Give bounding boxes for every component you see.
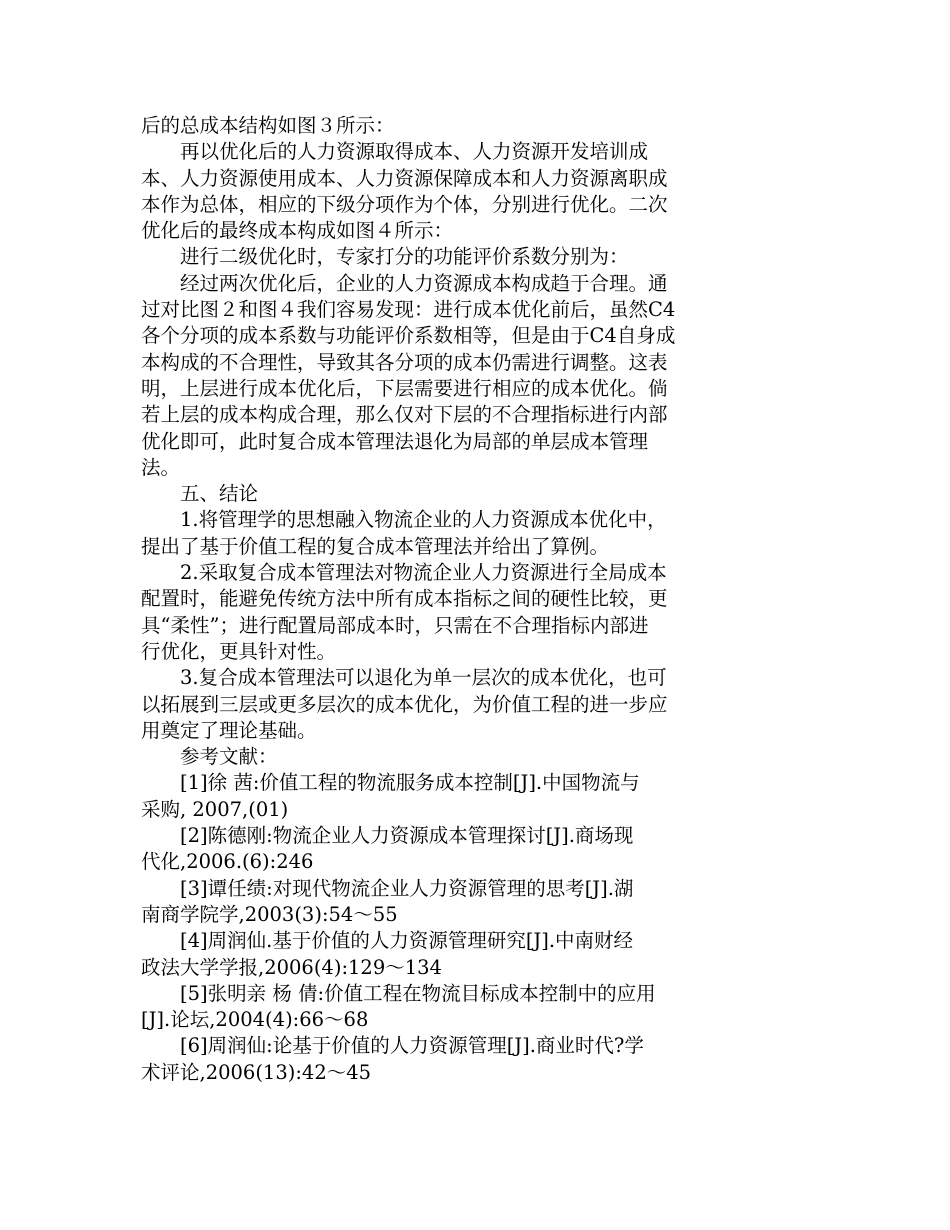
reference-line: [3]谭任绩:对现代物流企业人力资源管理的思考[J].湖 [141, 876, 634, 900]
text-line: 本、人力资源使用成本、人力资源保障成本和人力资源离职成 [141, 166, 668, 190]
text-line: 2.采取复合成本管理法对物流企业人力资源进行全局成本 [141, 561, 667, 585]
text-line: 用奠定了理论基础。 [141, 718, 317, 742]
reference-line: 采购, 2007,(01) [141, 797, 289, 821]
reference-line: 代化,2006.(6):246 [141, 850, 314, 874]
text-line: 提出了基于价值工程的复合成本管理法并给出了算例。 [141, 534, 610, 558]
reference-line: [1]徐 茜:价值工程的物流服务成本控制[J].中国物流与 [141, 771, 640, 795]
section-heading: 五、结论 [141, 482, 259, 506]
text-line: 1.将管理学的思想融入物流企业的人力资源成本优化中， [141, 508, 667, 532]
reference-line: 政法大学学报,2006(4):129～134 [141, 955, 442, 979]
text-line: 法。 [141, 455, 181, 479]
text-line: 若上层的成本构成合理，那么仅对下层的不合理指标进行内部 [141, 403, 668, 427]
text-line: 优化后的最终成本构成如图４所示： [141, 219, 454, 243]
text-line: 优化即可，此时复合成本管理法退化为局部的单层成本管理 [141, 429, 649, 453]
text-line: 行优化，更具针对性。 [141, 639, 337, 663]
text-line: 过对比图２和图４我们容易发现：进行成本优化前后，虽然C4 [141, 298, 676, 322]
document-body [141, 113, 741, 1086]
reference-line: 南商学院学,2003(3):54～55 [141, 902, 398, 926]
text-line: 后的总成本结构如图３所示： [141, 114, 395, 137]
text-line: 各个分项的成本系数与功能评价系数相等，但是由于C4自身成 [141, 324, 676, 348]
text-line: 本作为总体，相应的下级分项作为个体，分别进行优化。二次 [141, 192, 668, 216]
reference-line: [J].论坛,2004(4):66～68 [141, 1008, 369, 1032]
references-heading: 参考文献： [141, 745, 278, 769]
reference-line: [2]陈德刚:物流企业人力资源成本管理探讨[J].商场现 [141, 824, 634, 848]
reference-line: 术评论,2006(13):42～45 [141, 1060, 372, 1084]
text-line: 进行二级优化时，专家打分的功能评价系数分别为： [141, 245, 629, 269]
text-line: 以拓展到三层或更多层次的成本优化，为价值工程的进一步应 [141, 692, 668, 716]
text-line: 3.复合成本管理法可以退化为单一层次的成本优化，也可 [141, 666, 667, 690]
text-line: 本构成的不合理性，导致其各分项的成本仍需进行调整。这表 [141, 350, 668, 374]
text-line: 明，上层进行成本优化后，下层需要进行相应的成本优化。倘 [141, 376, 668, 400]
reference-line: [6]周润仙:论基于价值的人力资源管理[J].商业时代?学 [141, 1034, 644, 1058]
text-line: 再以优化后的人力资源取得成本、人力资源开发培训成 [141, 140, 649, 164]
reference-line: [5]张明亲 杨 倩:价值工程在物流目标成本控制中的应用 [141, 981, 656, 1005]
text-line: 具“柔性”；进行配置局部成本时，只需在不合理指标内部进 [141, 613, 649, 637]
reference-line: [4]周润仙.基于价值的人力资源管理研究[J].中南财经 [141, 929, 634, 953]
text-line: 配置时，能避免传统方法中所有成本指标之间的硬性比较，更 [141, 587, 668, 611]
text-line: 经过两次优化后，企业的人力资源成本构成趋于合理。通 [141, 271, 668, 295]
